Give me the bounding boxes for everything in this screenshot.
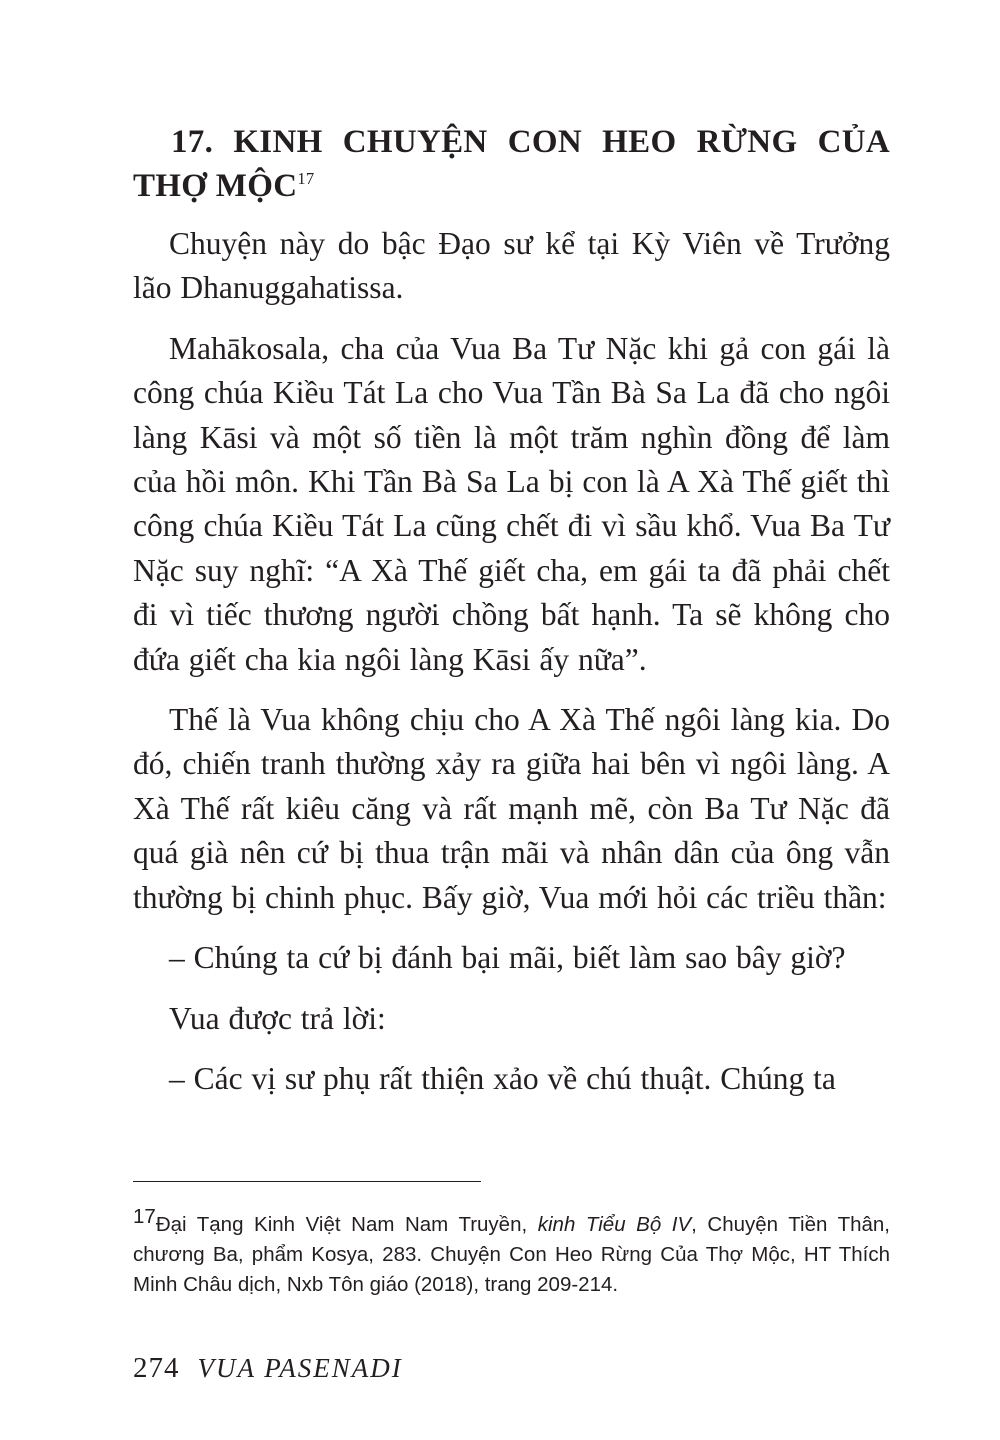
footnote-divider	[133, 1181, 481, 1182]
footnote-number: 17	[133, 1205, 156, 1228]
running-title: VUA PASENADI	[197, 1353, 403, 1383]
paragraph-dialogue-question: – Chúng ta cứ bị đánh bại mãi, biết làm sao bây giờ?	[169, 940, 846, 976]
page-footer	[133, 1352, 403, 1392]
footnote-text-italic: kinh Tiểu Bộ IV	[537, 1212, 692, 1236]
chapter-title-text: 17. KINH CHUYỆN CON HEO RỪNG CỦA THỢ MỘC	[133, 124, 890, 204]
footnote-text-before: Đại Tạng Kinh Việt Nam Nam Truyền,	[155, 1212, 538, 1236]
paragraph-war: Thế là Vua không chịu cho A Xà Thế ngôi làng kia. Do đó, chiến tranh thường xảy ra giữa hai bên vì ngôi làng. A Xà Thế rất kiêu căng và rất mạnh mẽ, còn Ba Tư Nặc đã quá già nên cứ bị thua trận mãi và nhân dân của ông vẫn thường bị chinh phục. Bấy giờ, Vua mới hỏi các triều thần:	[133, 702, 890, 915]
paragraph-mahakosala: Mahākosala, cha của Vua Ba Tư Nặc khi gả con gái là công chúa Kiều Tát La cho Vua Tần Bà Sa La đã cho ngôi làng Kāsi và một số tiền là một trăm nghìn đồng để làm của hồi môn. Khi Tần Bà Sa La bị con là A Xà Thế giết thì công chúa Kiều Tát La cũng chết đi vì sầu khổ. Vua Ba Tư Nặc suy nghĩ: “A Xà Thế giết cha, em gái ta đã phải chết đi vì tiếc thương người chồng bất hạnh. Ta sẽ không cho đứa giết cha kia ngôi làng Kāsi ấy nữa”.	[133, 330, 890, 677]
paragraph-intro: Chuyện này do bậc Đạo sư kể tại Kỳ Viên về Trưởng lão Dhanuggahatissa.	[133, 226, 890, 306]
paragraph-dialogue-answer: – Các vị sư phụ rất thiện xảo về chú thuật. Chúng ta	[169, 1060, 836, 1096]
page-body	[133, 120, 890, 1117]
chapter-title	[133, 120, 890, 208]
footnote-ref[interactable]: 17	[297, 169, 315, 188]
page-number: 274	[133, 1352, 180, 1384]
footnote	[133, 1202, 890, 1300]
footnote-text-after: , Chuyện Tiền Thân, chương Ba, phẩm Kosya, 283. Chuyện Con Heo Rừng Của Thợ Mộc, HT Thích Minh Châu dịch, Nxb Tôn giáo (2018), trang 209-214.	[133, 1212, 890, 1296]
paragraph-reply-intro: Vua được trả lời:	[169, 1000, 386, 1036]
